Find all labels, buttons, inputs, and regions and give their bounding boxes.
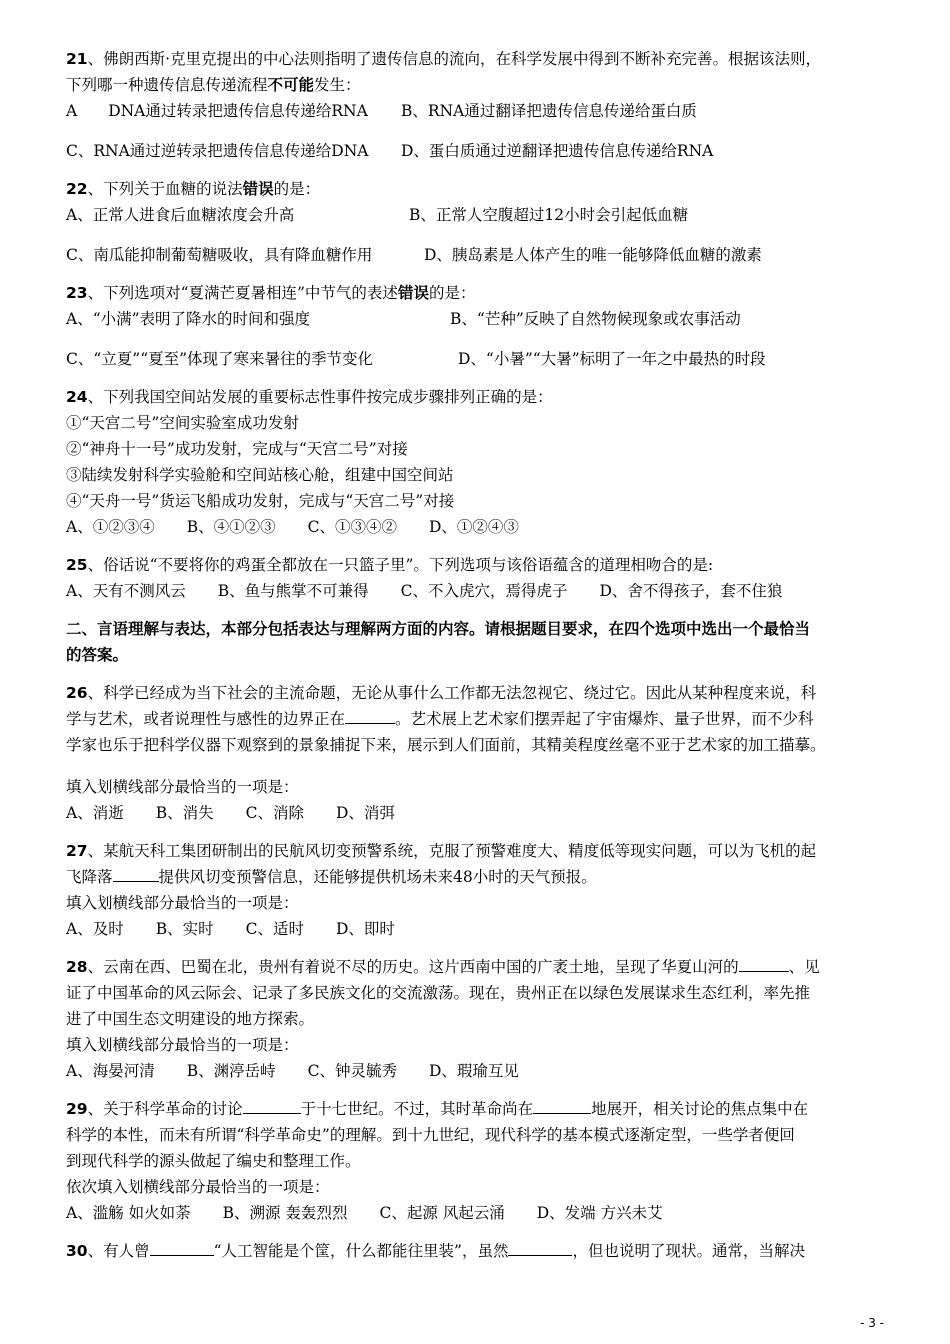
- option-b: B、“芒种”反映了自然物候现象或农事活动: [450, 310, 741, 328]
- option-a: A、海晏河清: [66, 1062, 155, 1080]
- question-23: [66, 280, 886, 372]
- option-b: B、实时: [155, 920, 214, 938]
- option-c: C、“立夏”“夏至”体现了寒来暑往的季节变化: [66, 350, 374, 368]
- option-row: [66, 202, 886, 228]
- option-a: A、“小满”表明了降水的时间和强度: [66, 310, 311, 328]
- prompt: 依次填入划横线部分最恰当的一项是：: [66, 1178, 330, 1196]
- option-d: D、“小暑”“大暑”标明了一年之中最热的时段: [458, 350, 766, 368]
- question-stem: ，但也说明了现状。通常，当解决: [572, 1242, 805, 1260]
- prompt: 填入划横线部分最恰当的一项是：: [66, 894, 299, 912]
- question-number: 21: [66, 50, 88, 68]
- option-c: C、不入虎穴，焉得虎子: [400, 582, 568, 600]
- option-a: A、滥觞 如火如荼: [66, 1204, 191, 1222]
- option-a: A、正常人进食后血糖浓度会升高: [66, 206, 295, 224]
- question-number: 26: [66, 684, 88, 702]
- question-stem: 的是：: [273, 180, 321, 198]
- option-c: C、RNA通过逆转录把遗传信息传递给DNA: [66, 142, 369, 160]
- question-stem: 证了中国革命的风云际会、记录了多民族文化的交流激荡。现在，贵州正在以绿色发展谋求生态红利，率先推: [66, 984, 811, 1002]
- question-number: 23: [66, 284, 88, 302]
- option-a: A、及时: [66, 920, 124, 938]
- list-item: ③陆续发射科学实验舱和空间站核心舱，组建中国空间站: [66, 466, 454, 484]
- exam-page: [66, 46, 886, 1264]
- question-stem: 、见: [788, 958, 820, 976]
- option-b: B、溯源 轰轰烈烈: [222, 1204, 348, 1222]
- option-row: [66, 800, 886, 826]
- fill-blank: [533, 1098, 591, 1114]
- option-row: [66, 138, 886, 164]
- question-number: 24: [66, 388, 88, 406]
- section-heading: [66, 616, 886, 668]
- option-d: D、①②④③: [428, 518, 519, 536]
- option-b: B、RNA通过翻译把遗传信息传递给蛋白质: [401, 102, 697, 120]
- emphasis: 错误: [397, 284, 429, 302]
- fill-blank: [345, 708, 395, 724]
- list-item: ①“天宫二号”空间实验室成功发射: [66, 414, 299, 432]
- option-b: B、消失: [155, 804, 214, 822]
- option-row: [66, 916, 886, 942]
- question-number: 28: [66, 958, 88, 976]
- question-stem: 、云南在西、巴蜀在北，贵州有着说不尽的历史。这片西南中国的广袤土地，呈现了华夏山河的: [87, 958, 739, 976]
- option-b: B、鱼与熊掌不可兼得: [217, 582, 369, 600]
- question-stem: 、某航天科工集团研制出的民航风切变预警系统，克服了预警难度大、精度低等现实问题，可以为飞机的起: [87, 842, 817, 860]
- question-stem: “人工智能是个筐，什么都能往里装”，虽然: [213, 1242, 509, 1260]
- option-d: D、消弭: [335, 804, 395, 822]
- question-28: [66, 954, 886, 1084]
- option-b: B、正常人空腹超过12小时会引起低血糖: [409, 206, 689, 224]
- option-c: C、钟灵毓秀: [307, 1062, 397, 1080]
- question-26: [66, 680, 886, 826]
- section-heading-line: 二、言语理解与表达，本部分包括表达与理解两方面的内容。请根据题目要求，在四个选项中选出一个最恰当: [66, 620, 811, 638]
- question-22: [66, 176, 886, 268]
- option-row: [66, 514, 886, 540]
- question-stem: 于十七世纪。不过，其时革命尚在: [300, 1100, 534, 1118]
- option-row: [66, 578, 886, 604]
- question-stem: 。艺术展上艺术家们摆弄起了宇宙爆炸、量子世界，而不少科: [395, 710, 814, 728]
- question-stem: 学与艺术，或者说理性与感性的边界正在: [66, 710, 346, 728]
- option-c: C、南瓜能抑制葡萄糖吸收，具有降血糖作用: [66, 246, 373, 264]
- option-row: [66, 1058, 886, 1084]
- fill-blank: [113, 866, 159, 882]
- option-a: A、天有不测风云: [66, 582, 186, 600]
- list-item: ④“天舟一号”货运飞船成功发射，完成与“天宫二号”对接: [66, 492, 455, 510]
- question-30: [66, 1238, 886, 1264]
- question-25: [66, 552, 886, 604]
- option-d: D、胰岛素是人体产生的唯一能够降低血糖的激素: [424, 246, 762, 264]
- question-27: [66, 838, 886, 942]
- fill-blank: [243, 1098, 301, 1114]
- question-stem: 的是：: [428, 284, 476, 302]
- option-d: D、发端 方兴未艾: [536, 1204, 663, 1222]
- page-number: - 3 -: [860, 1316, 884, 1330]
- list-item: ②“神舟十一号”成功发射，完成与“天宫二号”对接: [66, 440, 408, 458]
- option-row: [66, 1200, 886, 1226]
- question-number: 22: [66, 180, 88, 198]
- question-stem: 学家也乐于把科学仪器下观察到的景象捕捉下来，展示到人们面前，其精美程度丝毫不亚于艺术家的加工描摹。: [66, 736, 826, 754]
- option-d: D、即时: [335, 920, 395, 938]
- question-stem: 、有人曾: [87, 1242, 150, 1260]
- question-stem: 、下列选项对“夏满芒夏暑相连”中节气的表述: [87, 284, 398, 302]
- question-stem: 下列哪一种遗传信息传递流程: [66, 76, 268, 94]
- option-d: D、瑕瑜互见: [428, 1062, 519, 1080]
- emphasis: 不可能: [267, 76, 315, 94]
- option-c: C、消除: [245, 804, 304, 822]
- option-a: A DNA通过转录把遗传信息传递给RNA: [66, 102, 368, 120]
- question-stem: 科学的本性，而未有所谓“科学革命史”的理解。到十九世纪，现代科学的基本模式逐渐定型，一些学者便回: [66, 1126, 795, 1144]
- question-stem: 发生：: [314, 76, 361, 94]
- question-stem: 、俗话说“不要将你的鸡蛋全都放在一只篮子里”。下列选项与该俗语蕴含的道理相吻合的是:: [87, 556, 714, 574]
- question-24: [66, 384, 886, 540]
- question-stem: 进了中国生态文明建设的地方探索。: [66, 1010, 315, 1028]
- emphasis: 错误: [242, 180, 274, 198]
- question-29: [66, 1096, 886, 1226]
- question-stem: 提供风切变预警信息，还能够提供机场未来48小时的天气预报。: [158, 868, 597, 886]
- option-c: C、①③④②: [307, 518, 397, 536]
- option-a: A、①②③④: [66, 518, 155, 536]
- question-stem: 、关于科学革命的讨论: [87, 1100, 243, 1118]
- option-b: B、渊渟岳峙: [186, 1062, 276, 1080]
- question-number: 27: [66, 842, 88, 860]
- option-c: C、适时: [245, 920, 304, 938]
- fill-blank: [508, 1240, 572, 1256]
- question-stem: 到现代科学的源头做起了编史和整理工作。: [66, 1152, 361, 1170]
- option-row: [66, 242, 886, 268]
- fill-blank: [739, 956, 789, 972]
- option-b: B、④①②③: [186, 518, 276, 536]
- option-row: [66, 346, 886, 372]
- option-row: [66, 306, 886, 332]
- prompt: 填入划横线部分最恰当的一项是：: [66, 778, 299, 796]
- question-21: [66, 46, 886, 164]
- question-stem: 、下列我国空间站发展的重要标志性事件按完成步骤排列正确的是：: [87, 388, 553, 406]
- question-stem: 飞降落: [66, 868, 113, 886]
- section-heading-line: 的答案。: [66, 646, 129, 664]
- prompt: 填入划横线部分最恰当的一项是：: [66, 1036, 299, 1054]
- question-number: 25: [66, 556, 88, 574]
- option-d: D、舍不得孩子，套不住狼: [599, 582, 783, 600]
- option-d: D、蛋白质通过逆翻译把遗传信息传递给RNA: [401, 142, 714, 160]
- fill-blank: [150, 1240, 214, 1256]
- question-stem: 、下列关于血糖的说法: [87, 180, 243, 198]
- question-number: 30: [66, 1242, 88, 1260]
- question-stem: 、科学已经成为当下社会的主流命题，无论从事什么工作都无法忽视它、绕过它。因此从某种程度来说，科: [87, 684, 817, 702]
- option-c: C、起源 风起云涌: [379, 1204, 505, 1222]
- question-number: 29: [66, 1100, 88, 1118]
- option-a: A、消逝: [66, 804, 124, 822]
- question-stem: 地展开，相关讨论的焦点集中在: [591, 1100, 809, 1118]
- option-row: [66, 98, 886, 124]
- question-stem: 、佛朗西斯·克里克提出的中心法则指明了遗传信息的流向，在科学发展中得到不断补充完善。根据该法则，: [87, 50, 822, 68]
